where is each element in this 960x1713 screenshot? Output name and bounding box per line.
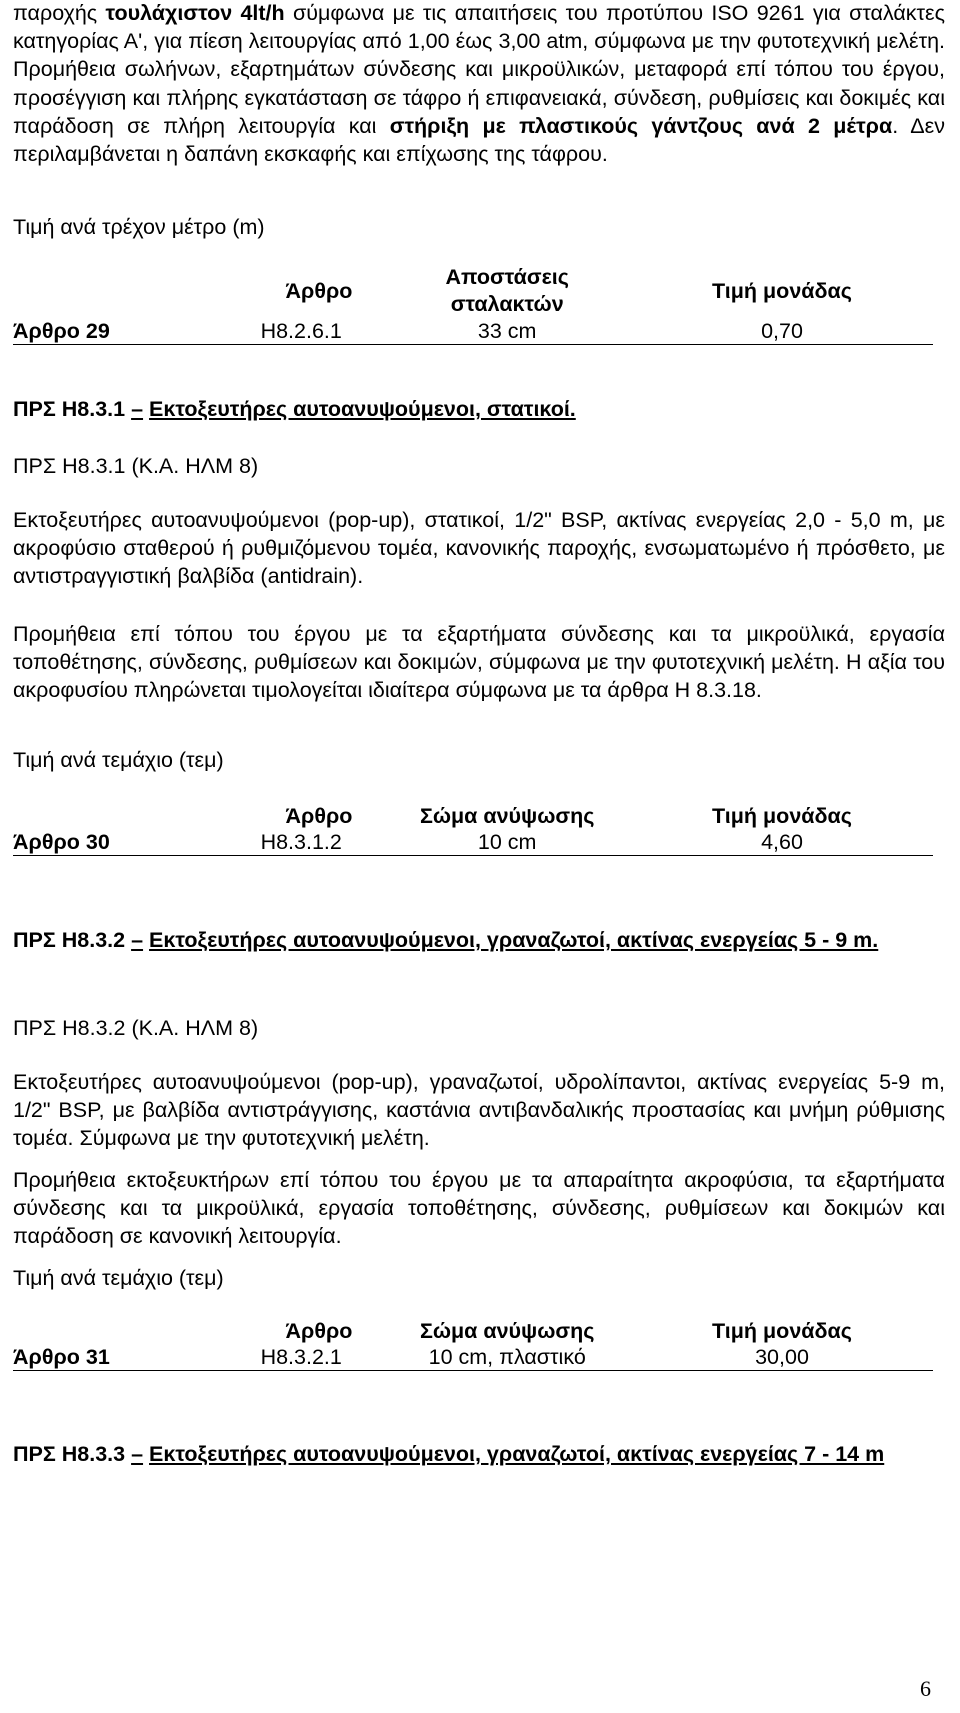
intro-bold-support: στήριξη με πλαστικούς γάντζους ανά 2 μέτρα bbox=[389, 113, 893, 138]
header-unit-price: Τιμή μονάδας bbox=[712, 1319, 852, 1343]
article-price: 0,70 bbox=[631, 318, 933, 345]
article-code: Η8.3.1.2 bbox=[255, 829, 384, 856]
section-dash: – bbox=[131, 1442, 144, 1466]
section-ref-8-3-2: ΠΡΣ Η8.3.2 (Κ.Α. ΗΛΜ 8) bbox=[13, 1016, 259, 1040]
intro-text-3: . Δεν περιλαμβάνεται η δαπάνη εκσκαφής και επίχωσης της τάφρου. bbox=[13, 113, 945, 167]
section-title: Εκτοξευτήρες αυτοανυψούμενοι, γραναζωτοί, ακτίνας ενεργείας 7 - 14 m bbox=[149, 1442, 885, 1466]
intro-text-1: παροχής bbox=[13, 1, 106, 25]
article-code: Η8.2.6.1 bbox=[255, 318, 384, 345]
unit-line-29: Τιμή ανά τρέχον μέτρο (m) bbox=[13, 215, 265, 239]
header-empty bbox=[13, 803, 255, 829]
intro-paragraph bbox=[13, 0, 945, 168]
header-article: Άρθρο bbox=[285, 279, 353, 303]
header-empty bbox=[13, 264, 255, 318]
section-ref-8-3-1: ΠΡΣ Η8.3.1 (Κ.Α. ΗΛΜ 8) bbox=[13, 454, 259, 478]
header-article: Άρθρο bbox=[285, 1319, 353, 1343]
table-row bbox=[13, 1344, 933, 1371]
header-empty bbox=[13, 1318, 255, 1344]
section-code: ΠΡΣ Η8.3.2 bbox=[13, 928, 126, 952]
table-row bbox=[13, 318, 933, 345]
article-price: 30,00 bbox=[631, 1344, 933, 1371]
unit-line-31: Τιμή ανά τεμάχιο (τεμ) bbox=[13, 1266, 224, 1290]
table-header-row bbox=[13, 803, 933, 829]
header-lift-body: Σώμα ανύψωσης bbox=[419, 1319, 595, 1343]
article-code: Η8.3.2.1 bbox=[255, 1344, 384, 1371]
header-lift-body: Σώμα ανύψωσης bbox=[419, 804, 595, 828]
section-8-3-1-paragraph-2: Προμήθεια επί τόπου του έργου με τα εξαρτήματα σύνδεσης και τα μικροϋλικά, εργασία τοποθέτησης, σύνδεσης, ρυθμίσεων και δοκιμών, σύμφωνα με την φυτοτεχνική μελέτη. Η αξία του ακροφυσίου πληρώνεται τιμολογείται ιδιαίτερα σύμφωνα με τα άρθρα Η 8.3.18. bbox=[13, 622, 945, 703]
intro-bold-flow: τουλάχιστον 4lt/h bbox=[105, 1, 285, 25]
section-heading-8-3-3 bbox=[13, 1440, 945, 1469]
page-number: 6 bbox=[920, 1676, 931, 1701]
article-spec: 10 cm bbox=[383, 829, 631, 856]
table-header-row bbox=[13, 264, 933, 318]
section-heading-8-3-1 bbox=[13, 395, 576, 423]
article-label: Άρθρο 30 bbox=[13, 829, 255, 856]
section-8-3-2-paragraph-1: Εκτοξευτήρες αυτοανυψούμενοι (pop-up), γραναζωτοί, υδρολίπαντοι, ακτίνας ενεργείας 5-9 m, 1/2" BSP, με βαλβίδα αντιστράγγισης, καστάνια αντιβανδαλικής προστασίας και μνήμη ρύθμισης τομέα. Σύμφωνα με την φυτοτεχνική μελέτη. bbox=[13, 1070, 945, 1151]
header-unit-price: Τιμή μονάδας bbox=[712, 804, 852, 828]
article-table-30 bbox=[13, 803, 933, 856]
article-price: 4,60 bbox=[631, 829, 933, 856]
article-table-31 bbox=[13, 1318, 933, 1371]
section-dash: – bbox=[131, 397, 144, 421]
table-row bbox=[13, 829, 933, 856]
header-article: Άρθρο bbox=[285, 804, 353, 828]
section-code: ΠΡΣ Η8.3.3 bbox=[13, 1442, 126, 1466]
article-spec: 10 cm, πλαστικό bbox=[383, 1344, 631, 1371]
article-spec: 33 cm bbox=[383, 318, 631, 345]
table-header-row bbox=[13, 1318, 933, 1344]
section-dash: – bbox=[131, 928, 144, 952]
header-spacing: Αποστάσεις σταλακτών bbox=[445, 265, 569, 316]
section-title: Εκτοξευτήρες αυτοανυψούμενοι, στατικοί. bbox=[149, 397, 576, 421]
section-title: Εκτοξευτήρες αυτοανυψούμενοι, γραναζωτοί, ακτίνας ενεργείας 5 - 9 m. bbox=[149, 928, 879, 952]
section-heading-8-3-2 bbox=[13, 926, 945, 955]
article-label: Άρθρο 31 bbox=[13, 1344, 255, 1371]
section-8-3-2-paragraph-2: Προμήθεια εκτοξευκτήρων επί τόπου του έργου με τα απαραίτητα ακροφύσια, τα εξαρτήματα σύνδεσης και τα μικροϋλικά, εργασία τοποθέτησης, σύνδεσης, ρυθμίσεων και δοκιμών και παράδοση σε κανονική λειτουργία. bbox=[13, 1168, 945, 1249]
intro-text-2: σύμφωνα με τις απαιτήσεις του προτύπου ISO 9261 για σταλάκτες κατηγορίας Α', για πίεση λειτουργίας από 1,00 έως 3,00 atm, σύμφωνα με την φυτοτεχνική μελέτη. Προμήθεια σωλήνων, εξαρτημάτων σύνδεσης και μικροϋλικών, μεταφορά επί τόπου του έργου, προσέγγιση και πλήρης εγκατάσταση σε τάφρο ή επιφανειακά, σύνδεση, ρυθμίσεις και δοκιμές και παράδοση σε πλήρη λειτουργία και bbox=[13, 1, 945, 138]
section-code: ΠΡΣ Η8.3.1 bbox=[13, 397, 126, 421]
article-label: Άρθρο 29 bbox=[13, 318, 255, 345]
article-table-29 bbox=[13, 264, 933, 345]
section-8-3-1-paragraph-1: Εκτοξευτήρες αυτοανυψούμενοι (pop-up), στατικοί, 1/2" BSP, ακτίνας ενεργείας 2,0 - 5,0 m, με ακροφύσιο σταθερού ή ρυθμιζόμενου τομέα, κανονικής παροχής, ενσωματωμένο ή πρόσθετο, με αντιστραγγιστική βαλβίδα (antidrain). bbox=[13, 508, 945, 589]
unit-line-30: Τιμή ανά τεμάχιο (τεμ) bbox=[13, 748, 224, 772]
header-unit-price: Τιμή μονάδας bbox=[712, 279, 852, 303]
